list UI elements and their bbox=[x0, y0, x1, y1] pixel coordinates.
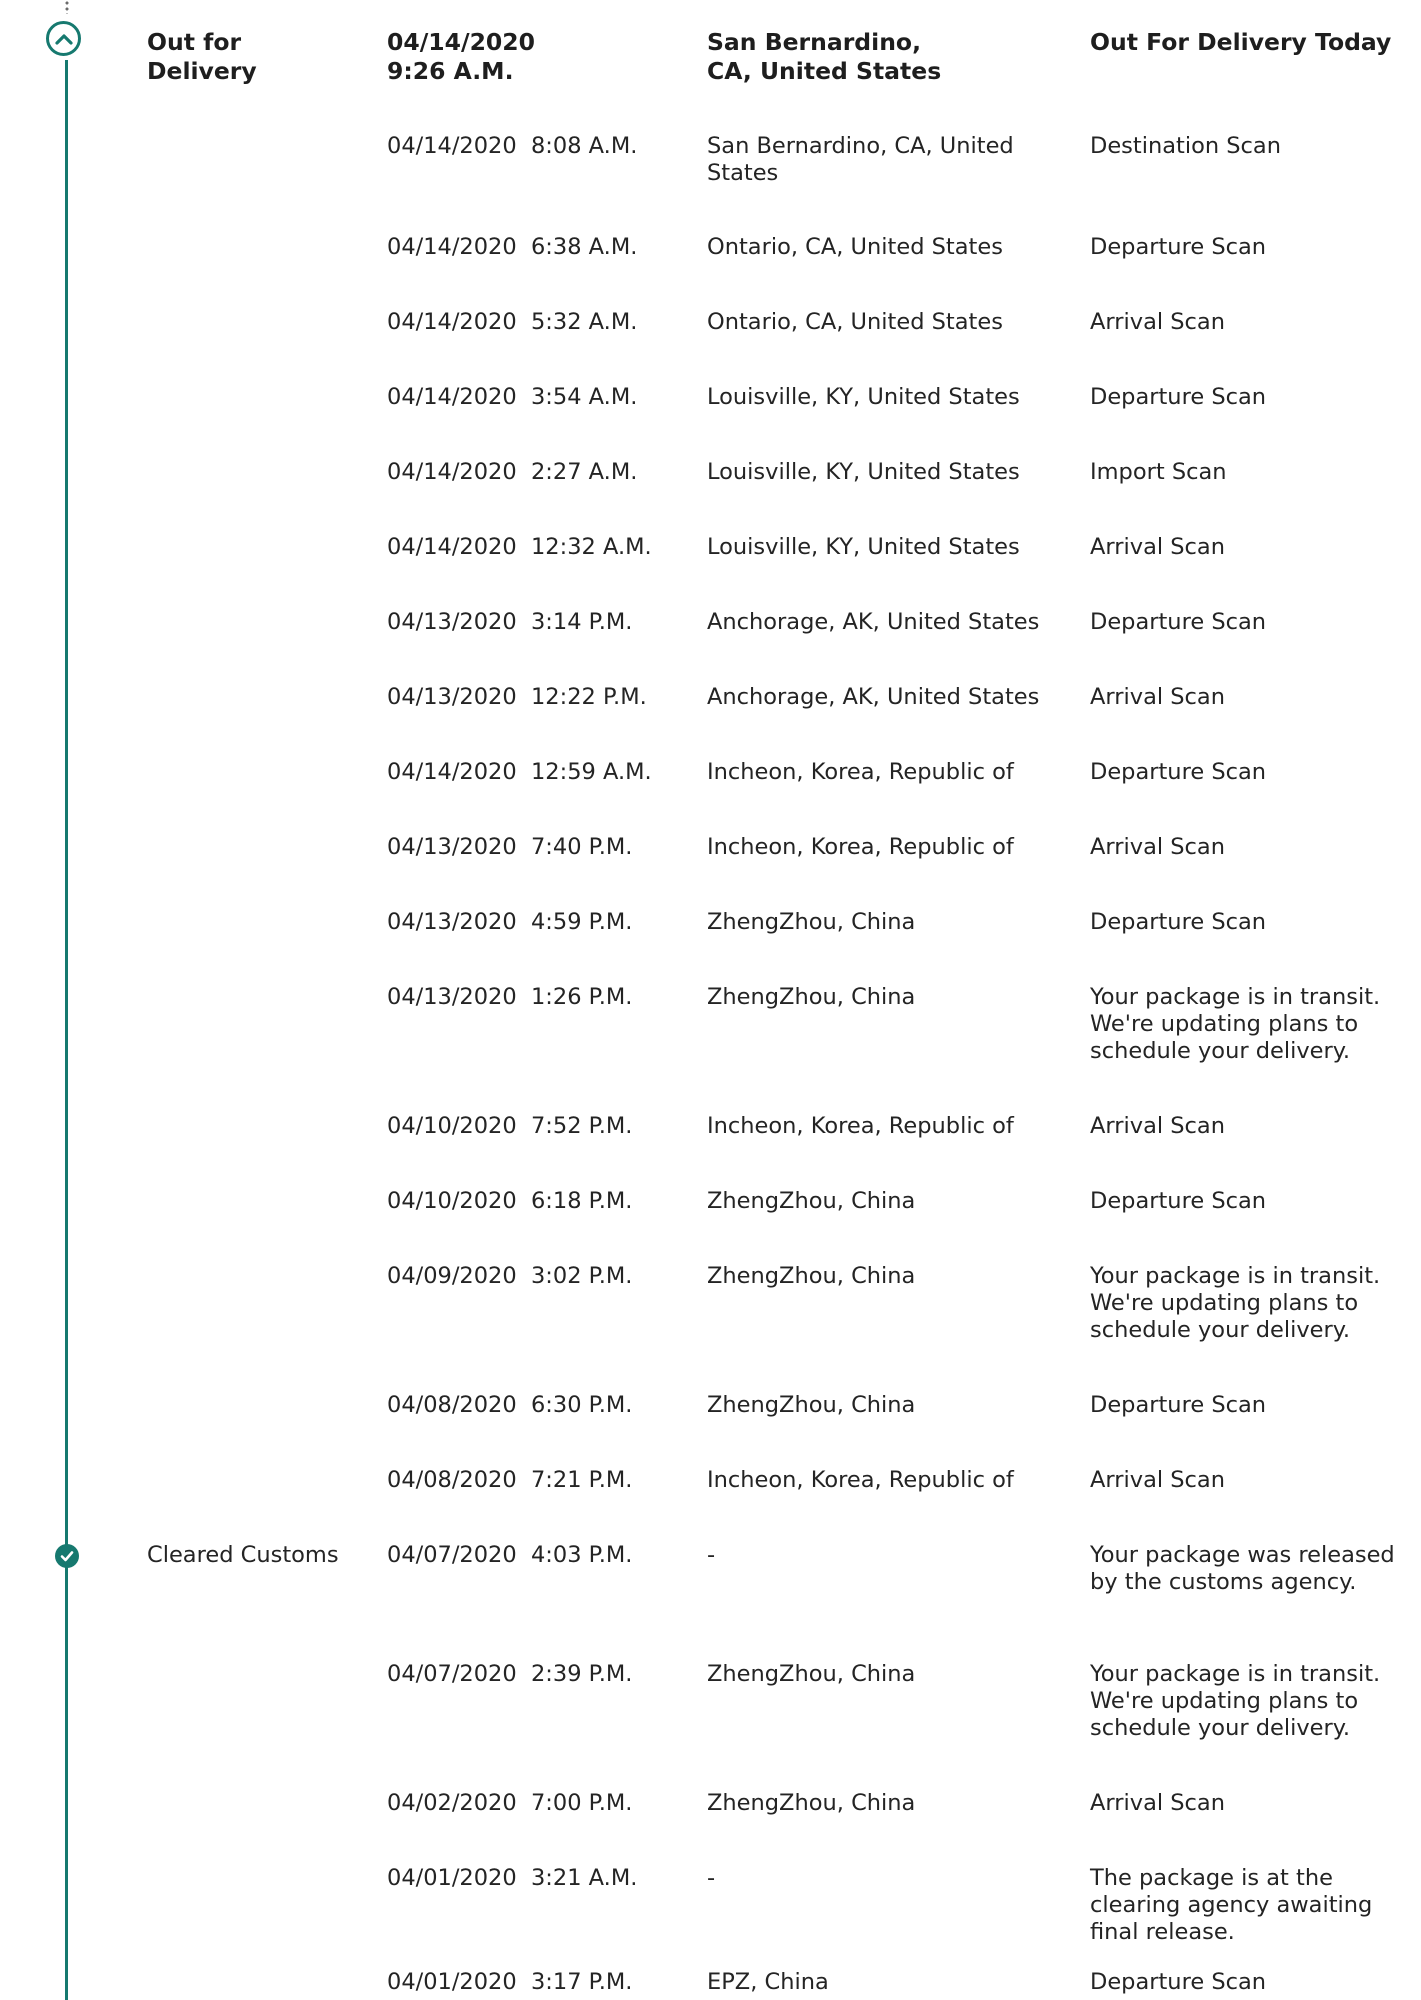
date-time: 04/14/2020 12:32 A.M. bbox=[387, 534, 652, 560]
activity: Departure Scan bbox=[1090, 609, 1267, 635]
activity: Arrival Scan bbox=[1090, 684, 1225, 710]
check-circle-icon bbox=[60, 1550, 74, 1562]
date-time: 04/14/2020 8:08 A.M. bbox=[387, 133, 638, 159]
location: ZhengZhou, China bbox=[707, 1661, 916, 1687]
date-time: 04/07/2020 2:39 P.M. bbox=[387, 1661, 633, 1687]
location: - bbox=[707, 1865, 716, 1891]
activity: Arrival Scan bbox=[1090, 834, 1225, 860]
activity: Your package is in transit. We're updating plans to schedule your delivery. bbox=[1090, 1263, 1381, 1343]
location: ZhengZhou, China bbox=[707, 909, 916, 935]
date-time: 04/10/2020 6:18 P.M. bbox=[387, 1188, 633, 1214]
timeline-continuation-dots bbox=[64, 0, 70, 14]
activity: Your package was released by the customs agency. bbox=[1090, 1542, 1395, 1595]
date-time: 04/02/2020 7:00 P.M. bbox=[387, 1790, 633, 1816]
activity: Arrival Scan bbox=[1090, 534, 1225, 560]
activity: Departure Scan bbox=[1090, 1188, 1267, 1214]
location: Louisville, KY, United States bbox=[707, 459, 1020, 485]
location: ZhengZhou, China bbox=[707, 1392, 916, 1418]
activity: Arrival Scan bbox=[1090, 1113, 1225, 1139]
activity: The package is at the clearing agency awaiting final release. bbox=[1090, 1865, 1373, 1945]
timeline-line bbox=[65, 60, 68, 2000]
location: Incheon, Korea, Republic of bbox=[707, 1113, 1014, 1139]
location: Louisville, KY, United States bbox=[707, 534, 1020, 560]
date-time: 04/14/2020 3:54 A.M. bbox=[387, 384, 638, 410]
status-label: Cleared Customs bbox=[147, 1542, 339, 1568]
date-time: 04/07/2020 4:03 P.M. bbox=[387, 1542, 633, 1568]
location: Ontario, CA, United States bbox=[707, 234, 1003, 260]
location: Ontario, CA, United States bbox=[707, 309, 1003, 335]
cleared-customs-milestone bbox=[55, 1544, 79, 1568]
location: Incheon, Korea, Republic of bbox=[707, 759, 1014, 785]
date-time: 04/01/2020 3:17 P.M. bbox=[387, 1969, 633, 1995]
location: Anchorage, AK, United States bbox=[707, 609, 1040, 635]
date-time: 04/14/2020 2:27 A.M. bbox=[387, 459, 638, 485]
date-time: 04/14/2020 5:32 A.M. bbox=[387, 309, 638, 335]
activity: Departure Scan bbox=[1090, 384, 1267, 410]
chevron-up-icon bbox=[55, 33, 73, 45]
activity: Departure Scan bbox=[1090, 1969, 1267, 1995]
date-time: 04/14/2020 6:38 A.M. bbox=[387, 234, 638, 260]
location: Louisville, KY, United States bbox=[707, 384, 1020, 410]
date-time: 04/08/2020 7:21 P.M. bbox=[387, 1467, 633, 1493]
date-time: 04/09/2020 3:02 P.M. bbox=[387, 1263, 633, 1289]
collapse-milestone-toggle[interactable] bbox=[46, 21, 81, 56]
location: ZhengZhou, China bbox=[707, 1188, 916, 1214]
status-label: Out for Delivery bbox=[147, 28, 257, 85]
date-time: 04/08/2020 6:30 P.M. bbox=[387, 1392, 633, 1418]
activity: Destination Scan bbox=[1090, 133, 1281, 159]
location: Incheon, Korea, Republic of bbox=[707, 834, 1014, 860]
date-time: 04/10/2020 7:52 P.M. bbox=[387, 1113, 633, 1139]
activity: Departure Scan bbox=[1090, 234, 1267, 260]
activity: Departure Scan bbox=[1090, 759, 1267, 785]
activity: Departure Scan bbox=[1090, 909, 1267, 935]
date-time: 04/13/2020 1:26 P.M. bbox=[387, 984, 633, 1010]
activity: Your package is in transit. We're updating plans to schedule your delivery. bbox=[1090, 984, 1381, 1064]
location: ZhengZhou, China bbox=[707, 1790, 916, 1816]
date-time: 04/13/2020 3:14 P.M. bbox=[387, 609, 633, 635]
location: - bbox=[707, 1542, 716, 1568]
activity: Your package is in transit. We're updating plans to schedule your delivery. bbox=[1090, 1661, 1381, 1741]
location: Incheon, Korea, Republic of bbox=[707, 1467, 1014, 1493]
activity: Import Scan bbox=[1090, 459, 1227, 485]
activity: Arrival Scan bbox=[1090, 309, 1225, 335]
date-time: 04/13/2020 12:22 P.M. bbox=[387, 684, 647, 710]
date-time: 04/01/2020 3:21 A.M. bbox=[387, 1865, 638, 1891]
date-time: 04/13/2020 7:40 P.M. bbox=[387, 834, 633, 860]
location: Anchorage, AK, United States bbox=[707, 684, 1040, 710]
activity: Arrival Scan bbox=[1090, 1467, 1225, 1493]
date-time: 04/14/2020 12:59 A.M. bbox=[387, 759, 652, 785]
activity: Out For Delivery Today bbox=[1090, 28, 1392, 56]
date-time: 04/14/2020 9:26 A.M. bbox=[387, 28, 535, 85]
location: San Bernardino, CA, United States bbox=[707, 133, 1014, 186]
location: ZhengZhou, China bbox=[707, 984, 916, 1010]
location: EPZ, China bbox=[707, 1969, 829, 1995]
location: San Bernardino, CA, United States bbox=[707, 28, 942, 85]
date-time: 04/13/2020 4:59 P.M. bbox=[387, 909, 633, 935]
location: ZhengZhou, China bbox=[707, 1263, 916, 1289]
activity: Departure Scan bbox=[1090, 1392, 1267, 1418]
activity: Arrival Scan bbox=[1090, 1790, 1225, 1816]
